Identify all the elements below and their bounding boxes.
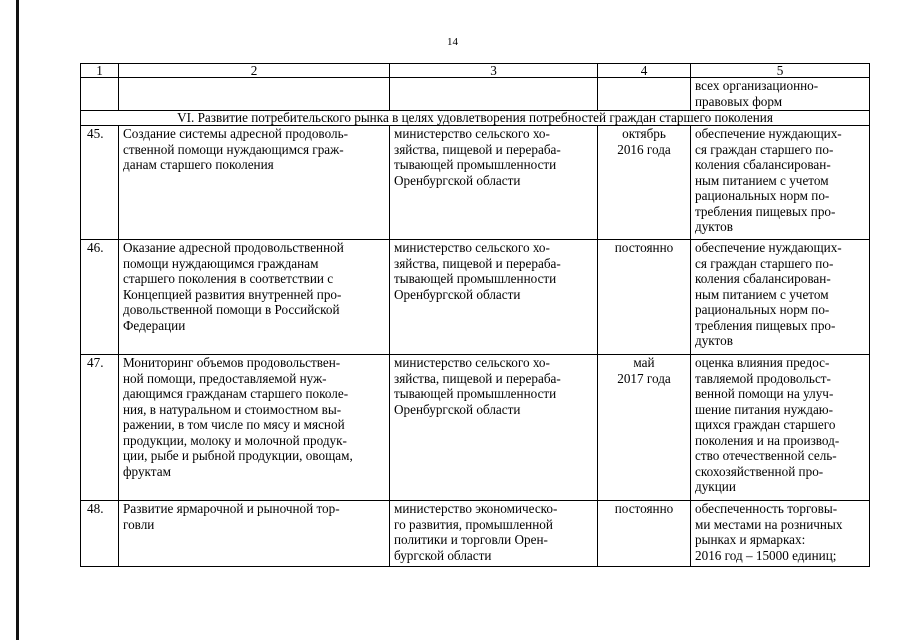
row-event-text: Оказание адресной продовольственной помощи нуждающимся гражданам старшего поколения в соответствии с Концепцией развития внутренней про- довольственной помощи в Российской Федерации [123,240,344,333]
scan-margin-bar [16,0,19,640]
row-term [598,126,691,240]
row-event [119,355,390,501]
row-executor [390,501,598,567]
row-executor [390,126,598,240]
continuation-cell-1 [81,78,119,111]
row-result-text: обеспеченность торговы- ми местами на розничных рынках и ярмарках: 2016 год – 15000 единиц; [695,501,843,563]
action-plan-table [80,63,870,567]
row-result-text: обеспечение нуждающих- ся граждан старшего по- коления сбалансирован- ным питанием с учетом рациональных норм по- требления пищевых про- дуктов [695,240,842,348]
row-result [691,240,870,355]
row-term [598,355,691,501]
column-number-5: 5 [691,64,870,78]
row-result [691,355,870,501]
column-number-row [81,64,870,78]
row-term-text: постоянно [614,240,674,255]
row-number: 45. [81,126,119,240]
row-term-text: постоянно [614,501,674,516]
row-executor [390,240,598,355]
row-executor-text: министерство сельского хо- зяйства, пищевой и перераба- тывающей промышленности Оренбургской области [394,126,561,188]
continuation-result [691,78,870,111]
row-executor-text: министерство экономическо- го развития, промышленной политики и торговли Орен- бургской области [394,501,558,563]
row-term-text: май 2017 года [617,355,671,386]
continuation-cell-4 [598,78,691,111]
column-number-2: 2 [119,64,390,78]
row-result [691,126,870,240]
row-result-text: обеспечение нуждающих- ся граждан старшего по- коления сбалансирован- ным питанием с учетом рациональных норм по- требления пищевых про- дуктов [695,126,842,234]
row-executor-text: министерство сельского хо- зяйства, пищевой и перераба- тывающей промышленности Оренбургской области [394,240,561,302]
continuation-cell-2 [119,78,390,111]
column-number-4: 4 [598,64,691,78]
column-number-3: 3 [390,64,598,78]
page-number: 14 [447,36,458,48]
row-event [119,126,390,240]
row-event-text: Мониторинг объемов продовольствен- ной помощи, предоставляемой нуж- дающимся гражданам старшего поколе- ния, в натуральном и стоимостном вы- ражении, в том числе по мясу и мясной продукции, молоку и молочной продук- ции, рыбе и рыбной продукции, овощам, фруктам [123,355,353,479]
row-result-text: оценка влияния предос- тавляемой продовольст- венной помощи на улуч- шение питания нуждаю- щихся граждан старшего поколения и на производ- ство отечественной сель- скохозяйственной про- дукции [695,355,840,494]
table-row [81,355,870,501]
column-number-1: 1 [81,64,119,78]
row-result [691,501,870,567]
row-term [598,240,691,355]
continuation-cell-3 [390,78,598,111]
continuation-result-text: всех организационно- правовых форм [695,78,819,109]
row-number: 48. [81,501,119,567]
row-number: 47. [81,355,119,501]
row-event-text: Развитие ярмарочной и рыночной тор- говли [123,501,340,532]
row-number: 46. [81,240,119,355]
table-row [81,240,870,355]
row-executor [390,355,598,501]
row-event [119,501,390,567]
row-event-text: Создание системы адресной продоволь- ственной помощи нуждающимся граж- данам старшего поколения [123,126,348,172]
section-header-row [81,111,870,126]
section-title: VI. Развитие потребительского рынка в целях удовлетворения потребностей граждан старшего поколения [81,111,870,126]
row-term [598,501,691,567]
table-row [81,126,870,240]
row-event [119,240,390,355]
table-row [81,501,870,567]
row-executor-text: министерство сельского хо- зяйства, пищевой и перераба- тывающей промышленности Оренбургской области [394,355,561,417]
row-term-text: октябрь 2016 года [617,126,671,157]
continuation-row [81,78,870,111]
